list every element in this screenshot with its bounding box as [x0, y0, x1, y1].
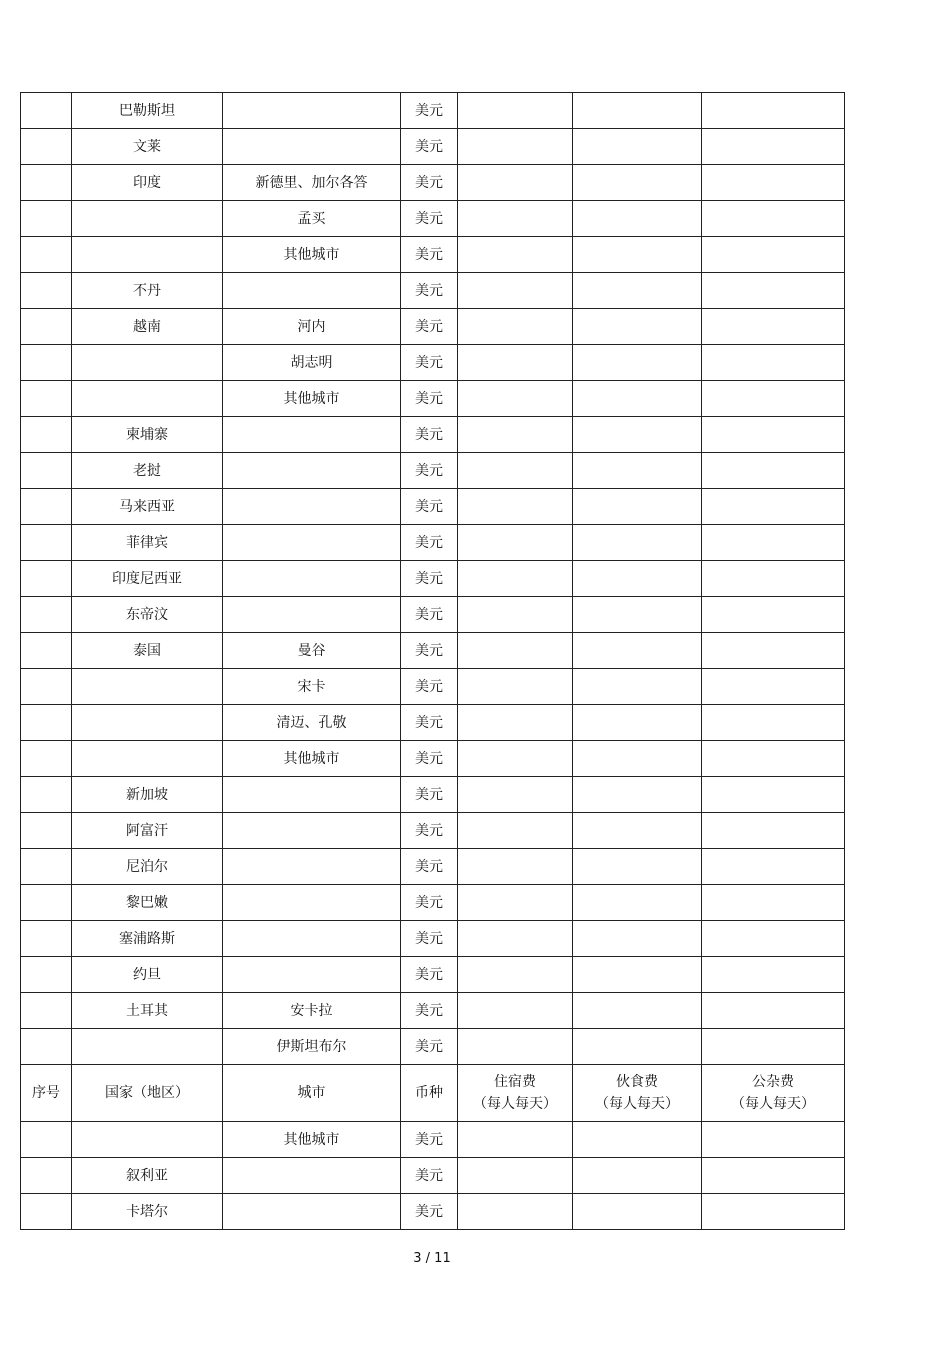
- country-cell: 不丹: [72, 273, 223, 309]
- table-row: [21, 453, 845, 489]
- table-row: [21, 381, 845, 417]
- meals-cell: [573, 237, 702, 273]
- currency-cell: 美元: [401, 849, 458, 885]
- seq-cell: [21, 489, 72, 525]
- meals-cell: [573, 921, 702, 957]
- misc-cell: [702, 741, 845, 777]
- country-cell: 菲律宾: [72, 525, 223, 561]
- lodging-cell: [458, 1194, 573, 1230]
- table-row: [21, 201, 845, 237]
- country-cell: [72, 1122, 223, 1158]
- currency-cell: 美元: [401, 921, 458, 957]
- country-cell: [72, 669, 223, 705]
- misc-cell: [702, 561, 845, 597]
- country-cell: [72, 381, 223, 417]
- currency-cell: 美元: [401, 309, 458, 345]
- meals-cell: [573, 669, 702, 705]
- misc-cell: [702, 129, 845, 165]
- lodging-cell: [458, 561, 573, 597]
- currency-cell: 美元: [401, 273, 458, 309]
- misc-cell: [702, 957, 845, 993]
- seq-cell: [21, 777, 72, 813]
- seq-cell: [21, 129, 72, 165]
- currency-cell: 美元: [401, 525, 458, 561]
- city-cell: [223, 885, 401, 921]
- meals-cell: [573, 273, 702, 309]
- seq-cell: [21, 957, 72, 993]
- misc-cell: [702, 201, 845, 237]
- currency-cell: 美元: [401, 201, 458, 237]
- expense-table: [20, 92, 845, 1230]
- misc-cell: [702, 597, 845, 633]
- meals-cell: [573, 1029, 702, 1065]
- header-seq: 序号: [21, 1065, 72, 1122]
- meals-cell: [573, 93, 702, 129]
- meals-cell: [573, 417, 702, 453]
- misc-cell: [702, 453, 845, 489]
- lodging-cell: [458, 489, 573, 525]
- city-cell: 其他城市: [223, 237, 401, 273]
- city-cell: [223, 849, 401, 885]
- city-cell: 宋卡: [223, 669, 401, 705]
- misc-cell: [702, 345, 845, 381]
- misc-cell: [702, 633, 845, 669]
- meals-cell: [573, 957, 702, 993]
- country-cell: 印度: [72, 165, 223, 201]
- meals-cell: [573, 1122, 702, 1158]
- city-cell: [223, 93, 401, 129]
- misc-cell: [702, 165, 845, 201]
- header-misc-sublabel: （每人每天）: [731, 1096, 815, 1112]
- lodging-cell: [458, 633, 573, 669]
- country-cell: 新加坡: [72, 777, 223, 813]
- lodging-cell: [458, 201, 573, 237]
- seq-cell: [21, 813, 72, 849]
- table-row: [21, 93, 845, 129]
- table-row: [21, 309, 845, 345]
- country-cell: [72, 237, 223, 273]
- misc-cell: [702, 93, 845, 129]
- table-row: [21, 885, 845, 921]
- misc-cell: [702, 993, 845, 1029]
- seq-cell: [21, 237, 72, 273]
- lodging-cell: [458, 669, 573, 705]
- misc-cell: [702, 1194, 845, 1230]
- meals-cell: [573, 705, 702, 741]
- country-cell: [72, 201, 223, 237]
- table-row: [21, 1194, 845, 1230]
- lodging-cell: [458, 1029, 573, 1065]
- header-meals-label: 伙食费: [616, 1074, 658, 1090]
- header-lodging: [458, 1065, 573, 1122]
- seq-cell: [21, 561, 72, 597]
- city-cell: [223, 489, 401, 525]
- seq-cell: [21, 1194, 72, 1230]
- lodging-cell: [458, 309, 573, 345]
- currency-cell: 美元: [401, 633, 458, 669]
- country-cell: 越南: [72, 309, 223, 345]
- currency-cell: 美元: [401, 165, 458, 201]
- meals-cell: [573, 777, 702, 813]
- lodging-cell: [458, 849, 573, 885]
- currency-cell: 美元: [401, 741, 458, 777]
- country-cell: [72, 741, 223, 777]
- city-cell: [223, 453, 401, 489]
- seq-cell: [21, 93, 72, 129]
- table-row: [21, 417, 845, 453]
- lodging-cell: [458, 1158, 573, 1194]
- meals-cell: [573, 345, 702, 381]
- table-row: [21, 921, 845, 957]
- seq-cell: [21, 597, 72, 633]
- table-row: [21, 129, 845, 165]
- seq-cell: [21, 1158, 72, 1194]
- seq-cell: [21, 669, 72, 705]
- misc-cell: [702, 705, 845, 741]
- city-cell: 安卡拉: [223, 993, 401, 1029]
- city-cell: [223, 417, 401, 453]
- table-row: [21, 633, 845, 669]
- meals-cell: [573, 1158, 702, 1194]
- meals-cell: [573, 1194, 702, 1230]
- lodging-cell: [458, 777, 573, 813]
- header-misc-label: 公杂费: [752, 1074, 794, 1090]
- currency-cell: 美元: [401, 1122, 458, 1158]
- country-cell: 叙利亚: [72, 1158, 223, 1194]
- table-row: [21, 1122, 845, 1158]
- city-cell: 其他城市: [223, 1122, 401, 1158]
- misc-cell: [702, 273, 845, 309]
- lodging-cell: [458, 1122, 573, 1158]
- city-cell: [223, 561, 401, 597]
- header-meals-sublabel: （每人每天）: [595, 1096, 679, 1112]
- currency-cell: 美元: [401, 1158, 458, 1194]
- currency-cell: 美元: [401, 777, 458, 813]
- currency-cell: 美元: [401, 669, 458, 705]
- city-cell: [223, 957, 401, 993]
- lodging-cell: [458, 93, 573, 129]
- header-misc: [702, 1065, 845, 1122]
- city-cell: [223, 129, 401, 165]
- lodging-cell: [458, 345, 573, 381]
- lodging-cell: [458, 813, 573, 849]
- currency-cell: 美元: [401, 93, 458, 129]
- table-row: [21, 1158, 845, 1194]
- misc-cell: [702, 1122, 845, 1158]
- currency-cell: 美元: [401, 597, 458, 633]
- city-cell: [223, 921, 401, 957]
- seq-cell: [21, 525, 72, 561]
- meals-cell: [573, 885, 702, 921]
- meals-cell: [573, 525, 702, 561]
- currency-cell: 美元: [401, 1194, 458, 1230]
- city-cell: 伊斯坦布尔: [223, 1029, 401, 1065]
- currency-cell: 美元: [401, 993, 458, 1029]
- seq-cell: [21, 1029, 72, 1065]
- city-cell: [223, 597, 401, 633]
- header-lodging-label: 住宿费: [494, 1074, 536, 1090]
- country-cell: 尼泊尔: [72, 849, 223, 885]
- lodging-cell: [458, 129, 573, 165]
- seq-cell: [21, 705, 72, 741]
- meals-cell: [573, 597, 702, 633]
- country-cell: 土耳其: [72, 993, 223, 1029]
- currency-cell: 美元: [401, 237, 458, 273]
- seq-cell: [21, 309, 72, 345]
- lodging-cell: [458, 381, 573, 417]
- currency-cell: 美元: [401, 417, 458, 453]
- country-cell: [72, 345, 223, 381]
- misc-cell: [702, 669, 845, 705]
- table-row: [21, 345, 845, 381]
- city-cell: 其他城市: [223, 381, 401, 417]
- table-row: [21, 561, 845, 597]
- currency-cell: 美元: [401, 489, 458, 525]
- city-cell: 曼谷: [223, 633, 401, 669]
- table-row: [21, 1029, 845, 1065]
- city-cell: [223, 273, 401, 309]
- seq-cell: [21, 453, 72, 489]
- currency-cell: 美元: [401, 561, 458, 597]
- meals-cell: [573, 453, 702, 489]
- misc-cell: [702, 489, 845, 525]
- city-cell: [223, 813, 401, 849]
- table-row: [21, 849, 845, 885]
- header-currency: 币种: [401, 1065, 458, 1122]
- lodging-cell: [458, 417, 573, 453]
- meals-cell: [573, 849, 702, 885]
- meals-cell: [573, 813, 702, 849]
- country-cell: 文莱: [72, 129, 223, 165]
- meals-cell: [573, 633, 702, 669]
- country-cell: 约旦: [72, 957, 223, 993]
- lodging-cell: [458, 453, 573, 489]
- seq-cell: [21, 201, 72, 237]
- misc-cell: [702, 381, 845, 417]
- meals-cell: [573, 381, 702, 417]
- lodging-cell: [458, 957, 573, 993]
- lodging-cell: [458, 993, 573, 1029]
- country-cell: 柬埔寨: [72, 417, 223, 453]
- misc-cell: [702, 417, 845, 453]
- currency-cell: 美元: [401, 381, 458, 417]
- misc-cell: [702, 1029, 845, 1065]
- country-cell: 巴勒斯坦: [72, 93, 223, 129]
- seq-cell: [21, 417, 72, 453]
- seq-cell: [21, 993, 72, 1029]
- meals-cell: [573, 165, 702, 201]
- table-row: [21, 273, 845, 309]
- country-cell: 黎巴嫩: [72, 885, 223, 921]
- city-cell: 清迈、孔敬: [223, 705, 401, 741]
- seq-cell: [21, 1122, 72, 1158]
- table-row: [21, 237, 845, 273]
- seq-cell: [21, 345, 72, 381]
- city-cell: 新德里、加尔各答: [223, 165, 401, 201]
- currency-cell: 美元: [401, 813, 458, 849]
- misc-cell: [702, 849, 845, 885]
- table-row: [21, 597, 845, 633]
- country-cell: 卡塔尔: [72, 1194, 223, 1230]
- city-cell: [223, 525, 401, 561]
- lodging-cell: [458, 273, 573, 309]
- meals-cell: [573, 561, 702, 597]
- table-row: [21, 993, 845, 1029]
- city-cell: 其他城市: [223, 741, 401, 777]
- header-lodging-sublabel: （每人每天）: [473, 1096, 557, 1112]
- city-cell: [223, 777, 401, 813]
- country-cell: 阿富汗: [72, 813, 223, 849]
- meals-cell: [573, 741, 702, 777]
- lodging-cell: [458, 705, 573, 741]
- currency-cell: 美元: [401, 453, 458, 489]
- table-row: [21, 165, 845, 201]
- seq-cell: [21, 633, 72, 669]
- seq-cell: [21, 921, 72, 957]
- meals-cell: [573, 489, 702, 525]
- country-cell: [72, 1029, 223, 1065]
- seq-cell: [21, 741, 72, 777]
- lodging-cell: [458, 921, 573, 957]
- country-cell: 老挝: [72, 453, 223, 489]
- city-cell: [223, 1158, 401, 1194]
- misc-cell: [702, 1158, 845, 1194]
- misc-cell: [702, 525, 845, 561]
- currency-cell: 美元: [401, 885, 458, 921]
- city-cell: [223, 1194, 401, 1230]
- seq-cell: [21, 885, 72, 921]
- lodging-cell: [458, 597, 573, 633]
- seq-cell: [21, 849, 72, 885]
- table-row: [21, 669, 845, 705]
- misc-cell: [702, 921, 845, 957]
- table-body: [21, 93, 845, 1230]
- country-cell: 印度尼西亚: [72, 561, 223, 597]
- seq-cell: [21, 381, 72, 417]
- currency-cell: 美元: [401, 1029, 458, 1065]
- meals-cell: [573, 309, 702, 345]
- table-row: [21, 525, 845, 561]
- country-cell: [72, 705, 223, 741]
- table-row: [21, 705, 845, 741]
- misc-cell: [702, 309, 845, 345]
- header-city: 城市: [223, 1065, 401, 1122]
- table-row: [21, 957, 845, 993]
- country-cell: 泰国: [72, 633, 223, 669]
- table-row: [21, 813, 845, 849]
- misc-cell: [702, 237, 845, 273]
- page-number: 3 / 11: [413, 1251, 451, 1266]
- misc-cell: [702, 885, 845, 921]
- lodging-cell: [458, 165, 573, 201]
- table-row: [21, 489, 845, 525]
- lodging-cell: [458, 741, 573, 777]
- misc-cell: [702, 777, 845, 813]
- country-cell: 马来西亚: [72, 489, 223, 525]
- header-meals: [573, 1065, 702, 1122]
- city-cell: 河内: [223, 309, 401, 345]
- currency-cell: 美元: [401, 705, 458, 741]
- seq-cell: [21, 273, 72, 309]
- city-cell: 孟买: [223, 201, 401, 237]
- table-row: [21, 741, 845, 777]
- lodging-cell: [458, 885, 573, 921]
- meals-cell: [573, 993, 702, 1029]
- header-country: 国家（地区）: [72, 1065, 223, 1122]
- country-cell: 东帝汶: [72, 597, 223, 633]
- country-cell: 塞浦路斯: [72, 921, 223, 957]
- meals-cell: [573, 129, 702, 165]
- seq-cell: [21, 165, 72, 201]
- currency-cell: 美元: [401, 129, 458, 165]
- misc-cell: [702, 813, 845, 849]
- currency-cell: 美元: [401, 957, 458, 993]
- lodging-cell: [458, 525, 573, 561]
- city-cell: 胡志明: [223, 345, 401, 381]
- meals-cell: [573, 201, 702, 237]
- table-row: [21, 777, 845, 813]
- currency-cell: 美元: [401, 345, 458, 381]
- header-row: [21, 1065, 845, 1122]
- lodging-cell: [458, 237, 573, 273]
